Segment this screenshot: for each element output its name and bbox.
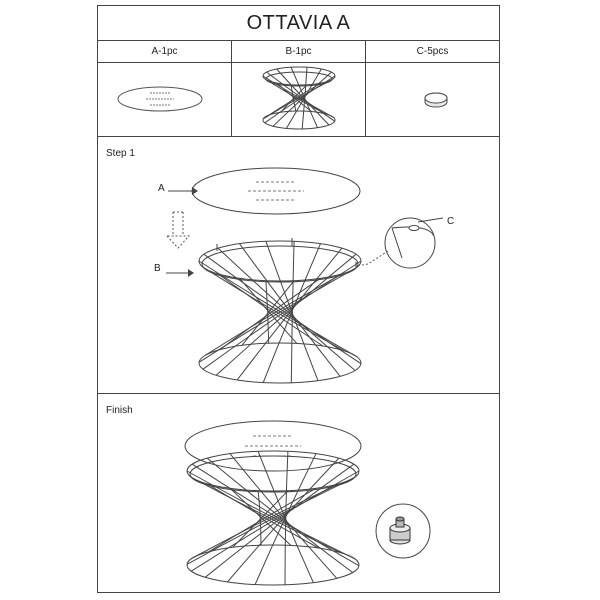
part-b-label: B-1pc [231, 40, 365, 62]
part-b-cell [231, 62, 365, 136]
step-1-section [98, 136, 499, 394]
parts-header [98, 40, 499, 63]
product-title: OTTAVIA A [98, 6, 499, 41]
part-c-label: C-5pcs [365, 40, 499, 62]
twisted-base-illustration [232, 62, 366, 136]
part-c-cell [365, 62, 499, 136]
callout-c: C [447, 216, 455, 227]
part-a-label: A-1pc [151, 45, 178, 57]
finish-section [98, 393, 499, 592]
part-a-cell [98, 62, 231, 136]
pad-illustration [366, 62, 500, 136]
finish-diagram [98, 393, 499, 592]
pad-detail-icon [390, 517, 410, 544]
glass-top-illustration [98, 62, 232, 136]
parts-illustrations [98, 62, 499, 137]
callout-a: A [158, 183, 165, 194]
callout-b: B [154, 263, 161, 274]
step-1-diagram [98, 136, 499, 393]
instruction-sheet [97, 5, 500, 593]
down-arrow-icon [167, 212, 189, 248]
finish-label: Finish [106, 405, 133, 416]
step-1-label: Step 1 [106, 148, 135, 159]
